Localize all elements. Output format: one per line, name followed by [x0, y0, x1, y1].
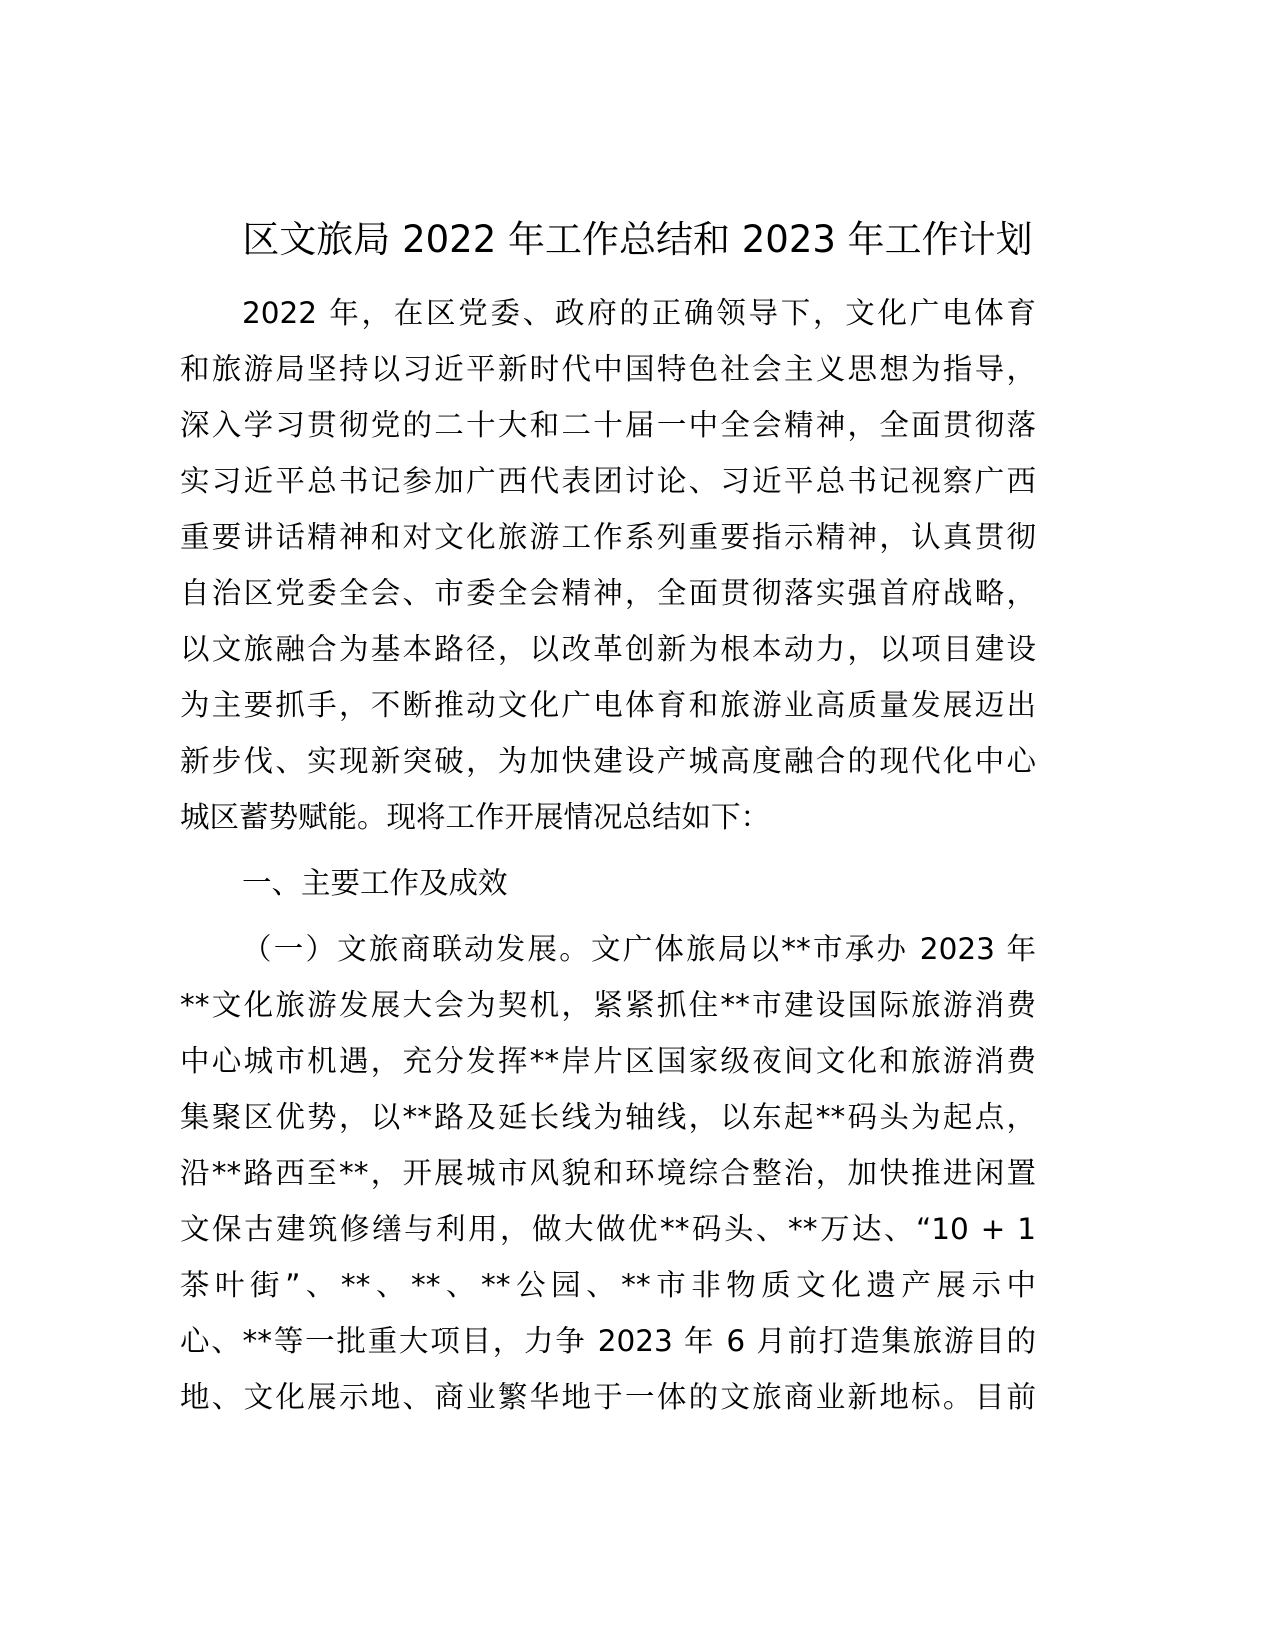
paragraph-line: 新步伐、实现新突破，为加快建设产城高度融合的现代化中心 [180, 744, 1036, 778]
paragraph-line: （一）文旅商联动发展。文广体旅局以**市承办 2023 年 [242, 932, 1036, 966]
paragraph-line: 城区蓄势赋能。现将工作开展情况总结如下： [180, 800, 771, 834]
paragraph-line: 实习近平总书记参加广西代表团讨论、习近平总书记视察广西 [180, 464, 1036, 498]
paragraph-line: 文保古建筑修缮与利用，做大做优**码头、**万达、“10 + 1 [180, 1212, 1036, 1246]
paragraph-line: 深入学习贯彻党的二十大和二十届一中全会精神，全面贯彻落 [180, 408, 1036, 442]
paragraph-line: 集聚区优势，以**路及延长线为轴线，以东起**码头为起点， [180, 1100, 1036, 1134]
paragraph-line: 地、文化展示地、商业繁华地于一体的文旅商业新地标。目前 [180, 1380, 1036, 1414]
paragraph-spacer [180, 911, 1036, 921]
subsection-paragraph [180, 921, 1036, 1425]
paragraph-spacer [180, 845, 1036, 855]
paragraph-line: **文化旅游发展大会为契机，紧紧抓住**市建设国际旅游消费 [180, 988, 1036, 1022]
document-body [180, 285, 1036, 1425]
paragraph-line: 茶叶街”、**、**、**公园、**市非物质文化遗产展示中 [180, 1268, 1036, 1302]
paragraph-line: 以文旅融合为基本路径，以改革创新为根本动力，以项目建设 [180, 632, 1036, 666]
paragraph-line: 重要讲话精神和对文化旅游工作系列重要指示精神，认真贯彻 [180, 520, 1036, 554]
paragraph-line: 为主要抓手，不断推动文化广电体育和旅游业高质量发展迈出 [180, 688, 1036, 722]
document-title: 区文旅局 2022 年工作总结和 2023 年工作计划 [242, 218, 1033, 261]
intro-paragraph [180, 285, 1036, 845]
paragraph-line: 中心城市机遇，充分发挥**岸片区国家级夜间文化和旅游消费 [180, 1044, 1036, 1078]
paragraph-line: 自治区党委全会、市委全会精神，全面贯彻落实强首府战略， [180, 576, 1036, 610]
section-heading: 一、主要工作及成效 [242, 866, 508, 900]
paragraph-line: 和旅游局坚持以习近平新时代中国特色社会主义思想为指导， [180, 352, 1036, 386]
paragraph-line: 沿**路西至**，开展城市风貌和环境综合整治，加快推进闲置 [180, 1156, 1036, 1190]
paragraph-line: 2022 年，在区党委、政府的正确领导下，文化广电体育 [242, 296, 1036, 330]
paragraph-line: 心、**等一批重大项目，力争 2023 年 6 月前打造集旅游目的 [180, 1324, 1036, 1358]
